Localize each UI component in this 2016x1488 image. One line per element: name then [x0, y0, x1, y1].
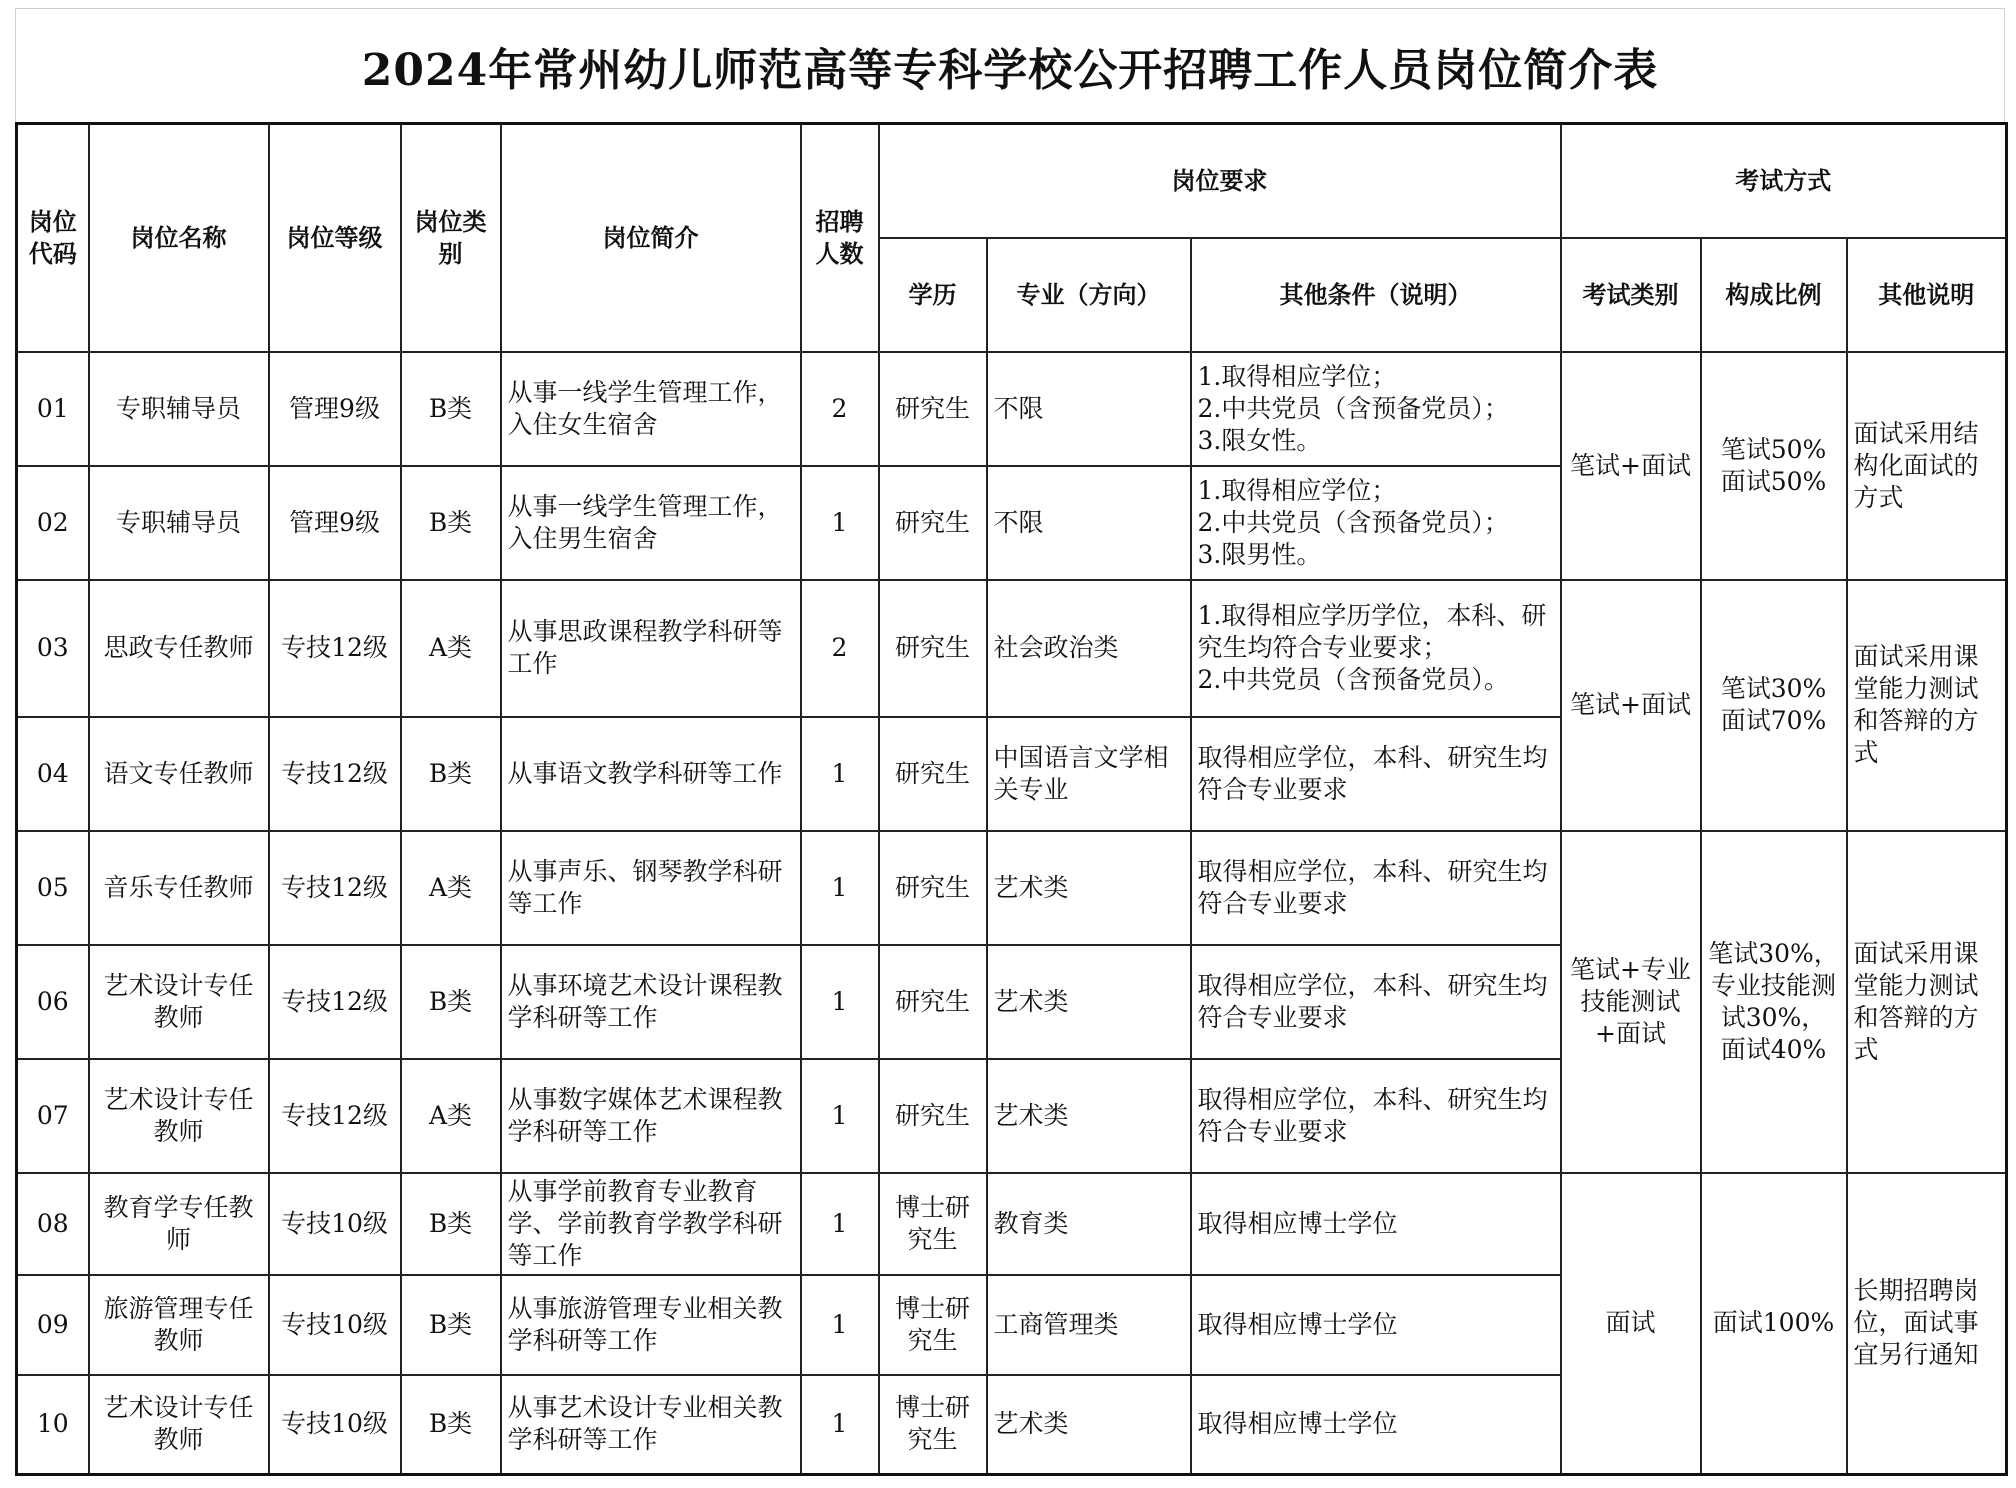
cell-intro: 从事旅游管理专业相关教学科研等工作: [501, 1275, 801, 1375]
cell-level: 专技12级: [269, 945, 401, 1059]
header-other: 其他条件（说明）: [1191, 238, 1561, 352]
cell-education: 博士研究生: [879, 1375, 987, 1475]
cell-count: 1: [801, 1275, 879, 1375]
cell-ratio: [1701, 352, 1847, 580]
cell-level: 专技12级: [269, 831, 401, 945]
cell-level: 管理9级: [269, 352, 401, 466]
other-condition-line: 取得相应学位，本科、研究生均符合专业要求: [1197, 856, 1548, 918]
cell-count: 1: [801, 717, 879, 831]
cell-ratio: [1701, 831, 1847, 1173]
cell-intro: 从事艺术设计专业相关教学科研等工作: [501, 1375, 801, 1475]
cell-other: [1191, 580, 1561, 717]
cell-note: 面试采用结构化面试的方式: [1847, 352, 2007, 580]
other-condition-line: 取得相应博士学位: [1197, 1409, 1398, 1439]
recruitment-sheet: [15, 8, 2005, 1476]
cell-code: 10: [17, 1375, 89, 1475]
header-ratio: 构成比例: [1701, 238, 1847, 352]
ratio-line: 笔试50%: [1720, 434, 1827, 464]
cell-major: 不限: [987, 466, 1191, 580]
cell-ratio: [1701, 1173, 1847, 1475]
other-condition-line: 2.中共党员（含预备党员）。: [1197, 665, 1509, 694]
cell-category: B类: [401, 717, 501, 831]
other-condition-line: 取得相应博士学位: [1197, 1309, 1398, 1339]
cell-note: 面试采用课堂能力测试和答辩的方式: [1847, 580, 2007, 831]
cell-level: 管理9级: [269, 466, 401, 580]
cell-code: 03: [17, 580, 89, 717]
cell-code: 09: [17, 1275, 89, 1375]
header-education: 学历: [879, 238, 987, 352]
cell-code: 07: [17, 1059, 89, 1173]
cell-note: 面试采用课堂能力测试和答辩的方式: [1847, 831, 2007, 1173]
cell-category: B类: [401, 945, 501, 1059]
cell-intro: 从事学前教育专业教育学、学前教育学教学科研等工作: [501, 1173, 801, 1275]
cell-major: 不限: [987, 352, 1191, 466]
other-condition-line: 取得相应学位，本科、研究生均符合专业要求: [1197, 742, 1548, 804]
cell-name: 旅游管理专任教师: [89, 1275, 269, 1375]
cell-major: 工商管理类: [987, 1275, 1191, 1375]
cell-education: 研究生: [879, 1059, 987, 1173]
cell-intro: 从事语文教学科研等工作: [501, 717, 801, 831]
cell-other: [1191, 352, 1561, 466]
cell-category: B类: [401, 1375, 501, 1475]
cell-education: 博士研究生: [879, 1275, 987, 1375]
cell-name: 专职辅导员: [89, 352, 269, 466]
cell-intro: 从事思政课程教学科研等工作: [501, 580, 801, 717]
cell-code: 04: [17, 717, 89, 831]
cell-count: 1: [801, 1375, 879, 1475]
other-condition-line: 2.中共党员（含预备党员）；: [1197, 507, 1509, 537]
cell-other: [1191, 466, 1561, 580]
cell-code: 01: [17, 352, 89, 466]
cell-name: 专职辅导员: [89, 466, 269, 580]
cell-major: 艺术类: [987, 1375, 1191, 1475]
table-row: [17, 1173, 2007, 1275]
cell-name: 音乐专任教师: [89, 831, 269, 945]
other-condition-line: 3.限男性。: [1197, 539, 1322, 569]
header-level: 岗位等级: [269, 124, 401, 352]
cell-name: 艺术设计专任教师: [89, 1059, 269, 1173]
ratio-line: 面试50%: [1720, 466, 1827, 496]
cell-level: 专技10级: [269, 1173, 401, 1275]
cell-education: 研究生: [879, 580, 987, 717]
cell-other: [1191, 1059, 1561, 1173]
header-name: 岗位名称: [89, 124, 269, 352]
other-condition-line: 3.限女性。: [1197, 425, 1322, 455]
positions-table: [15, 122, 2008, 1476]
header-code: 岗位代码: [17, 124, 89, 352]
cell-code: 05: [17, 831, 89, 945]
cell-count: 1: [801, 466, 879, 580]
cell-category: B类: [401, 466, 501, 580]
page-title: 2024年常州幼儿师范高等专科学校公开招聘工作人员岗位简介表: [15, 8, 2005, 122]
other-condition-line: 2.中共党员（含预备党员）；: [1197, 393, 1509, 423]
other-condition-line: 取得相应学位，本科、研究生均符合专业要求: [1197, 1084, 1548, 1146]
cell-major: 艺术类: [987, 1059, 1191, 1173]
cell-count: 2: [801, 580, 879, 717]
cell-exam-type: 笔试+专业技能测试+面试: [1561, 831, 1701, 1173]
table-row: [17, 831, 2007, 945]
cell-level: 专技12级: [269, 1059, 401, 1173]
ratio-line: 专业技能测试30%，: [1711, 970, 1837, 1032]
cell-count: 1: [801, 1059, 879, 1173]
table-row: [17, 580, 2007, 717]
cell-intro: 从事一线学生管理工作，入住女生宿舍: [501, 352, 801, 466]
cell-intro: 从事数字媒体艺术课程教学科研等工作: [501, 1059, 801, 1173]
cell-name: 语文专任教师: [89, 717, 269, 831]
cell-major: 教育类: [987, 1173, 1191, 1275]
cell-category: B类: [401, 352, 501, 466]
cell-note: 长期招聘岗位，面试事宜另行通知: [1847, 1173, 2007, 1475]
header-count: 招聘人数: [801, 124, 879, 352]
cell-other: [1191, 1375, 1561, 1475]
cell-other: [1191, 945, 1561, 1059]
cell-major: 社会政治类: [987, 580, 1191, 717]
cell-education: 研究生: [879, 466, 987, 580]
cell-ratio: [1701, 580, 1847, 831]
header-requirements: 岗位要求: [879, 124, 1561, 238]
cell-code: 08: [17, 1173, 89, 1275]
ratio-line: 面试100%: [1712, 1308, 1835, 1338]
ratio-line: 面试70%: [1720, 706, 1827, 735]
cell-code: 06: [17, 945, 89, 1059]
cell-major: 艺术类: [987, 945, 1191, 1059]
cell-other: [1191, 717, 1561, 831]
ratio-line: 笔试30%，: [1708, 938, 1839, 968]
cell-education: 研究生: [879, 831, 987, 945]
cell-name: 思政专任教师: [89, 580, 269, 717]
cell-count: 1: [801, 831, 879, 945]
cell-count: 2: [801, 352, 879, 466]
table-body: [17, 352, 2007, 1475]
cell-category: B类: [401, 1173, 501, 1275]
cell-category: A类: [401, 1059, 501, 1173]
header-exam: 考试方式: [1561, 124, 2007, 238]
cell-intro: 从事一线学生管理工作，入住男生宿舍: [501, 466, 801, 580]
header-intro: 岗位简介: [501, 124, 801, 352]
cell-other: [1191, 831, 1561, 945]
cell-other: [1191, 1173, 1561, 1275]
table-row: [17, 352, 2007, 466]
cell-major: 中国语言文学相关专业: [987, 717, 1191, 831]
header-exam-type: 考试类别: [1561, 238, 1701, 352]
cell-count: 1: [801, 945, 879, 1059]
cell-major: 艺术类: [987, 831, 1191, 945]
ratio-line: 笔试30%: [1720, 674, 1827, 703]
cell-level: 专技12级: [269, 580, 401, 717]
cell-exam-type: 笔试+面试: [1561, 352, 1701, 580]
cell-level: 专技10级: [269, 1375, 401, 1475]
other-condition-line: 取得相应学位，本科、研究生均符合专业要求: [1197, 970, 1548, 1032]
ratio-line: 面试40%: [1720, 1034, 1827, 1064]
header-note: 其他说明: [1847, 238, 2007, 352]
cell-level: 专技12级: [269, 717, 401, 831]
cell-name: 艺术设计专任教师: [89, 945, 269, 1059]
cell-level: 专技10级: [269, 1275, 401, 1375]
cell-intro: 从事声乐、钢琴教学科研等工作: [501, 831, 801, 945]
cell-category: B类: [401, 1275, 501, 1375]
cell-intro: 从事环境艺术设计课程教学科研等工作: [501, 945, 801, 1059]
cell-name: 教育学专任教师: [89, 1173, 269, 1275]
other-condition-line: 1.取得相应学位；: [1197, 475, 1397, 505]
cell-education: 博士研究生: [879, 1173, 987, 1275]
cell-education: 研究生: [879, 352, 987, 466]
cell-count: 1: [801, 1173, 879, 1275]
cell-education: 研究生: [879, 717, 987, 831]
other-condition-line: 1.取得相应学历学位，本科、研究生均符合专业要求；: [1197, 601, 1547, 662]
other-condition-line: 1.取得相应学位；: [1197, 361, 1397, 391]
cell-exam-type: 面试: [1561, 1173, 1701, 1475]
cell-category: A类: [401, 580, 501, 717]
cell-other: [1191, 1275, 1561, 1375]
header-major: 专业（方向）: [987, 238, 1191, 352]
cell-exam-type: 笔试+面试: [1561, 580, 1701, 831]
cell-education: 研究生: [879, 945, 987, 1059]
header-category: 岗位类别: [401, 124, 501, 352]
cell-name: 艺术设计专任教师: [89, 1375, 269, 1475]
cell-code: 02: [17, 466, 89, 580]
other-condition-line: 取得相应博士学位: [1197, 1208, 1398, 1238]
cell-category: A类: [401, 831, 501, 945]
